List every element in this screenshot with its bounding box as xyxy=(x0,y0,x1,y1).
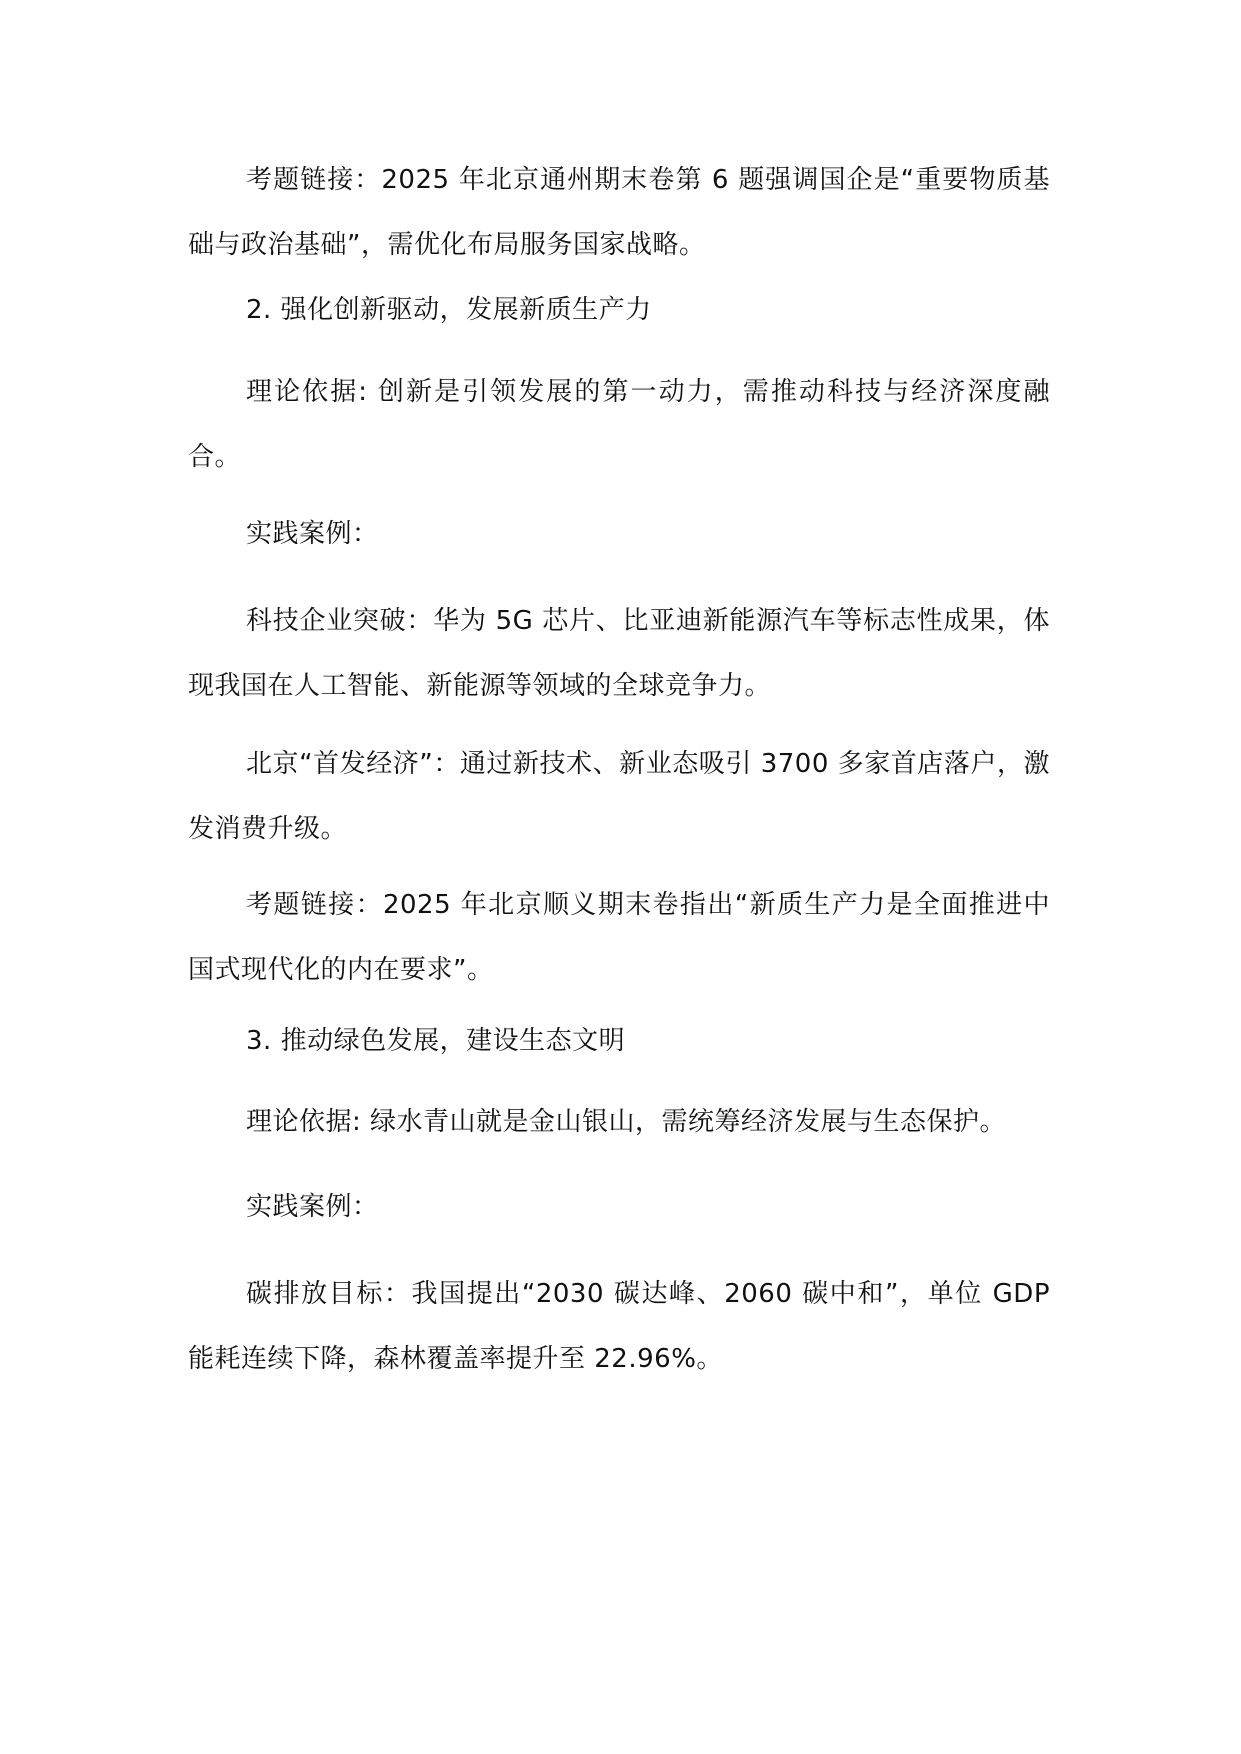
paragraph-tech-breakthrough: 科技企业突破：华为 5G 芯片、比亚迪新能源汽车等标志性成果，体现我国在人工智能、新能源等领域的全球竞争力。 xyxy=(188,606,1050,701)
paragraph-practice-cases-1: 实践案例： xyxy=(246,519,379,549)
paragraph-exam-link-tongzhou: 考题链接：2025 年北京通州期末卷第 6 题强调国企是“重要物质基础与政治基础”，需优化布局服务国家战略。 xyxy=(188,165,1050,260)
paragraph-theory-green: 理论依据: 绿水青山就是金山银山，需统筹经济发展与生态保护。 xyxy=(246,1107,1007,1137)
paragraph-theory-innovation: 理论依据: 创新是引领发展的第一动力，需推动科技与经济深度融合。 xyxy=(188,377,1050,472)
paragraph-beijing-first-launch: 北京“首发经济”：通过新技术、新业态吸引 3700 多家首店落户，激发消费升级。 xyxy=(188,749,1050,844)
paragraph-carbon-targets: 碳排放目标：我国提出“2030 碳达峰、2060 碳中和”，单位 GDP 能耗连续下降，森林覆盖率提升至 22.96%。 xyxy=(188,1279,1050,1374)
heading-innovation-drive: 2. 强化创新驱动，发展新质生产力 xyxy=(246,295,652,325)
heading-green-development: 3. 推动绿色发展，建设生态文明 xyxy=(246,1026,626,1056)
paragraph-exam-link-shunyi: 考题链接：2025 年北京顺义期末卷指出“新质生产力是全面推进中国式现代化的内在要求”。 xyxy=(188,890,1050,985)
paragraph-practice-cases-2: 实践案例： xyxy=(246,1192,379,1222)
